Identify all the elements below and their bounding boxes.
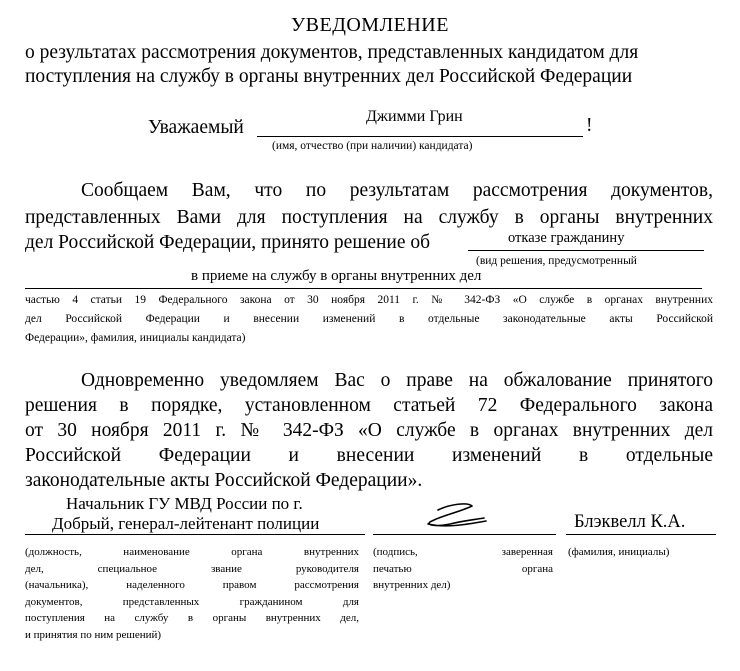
document-title: УВЕДОМЛЕНИЕ <box>291 14 449 36</box>
body-line-3: дел Российской Федерации, принято решение об <box>25 232 431 253</box>
name-caption-signatory: (фамилия, инициалы) <box>568 546 670 558</box>
signatory-underline <box>566 534 716 535</box>
appeal-line-4: Российской Федерации и внесении изменений в отдельные <box>25 445 713 466</box>
greeting-label: Уважаемый <box>148 117 244 138</box>
greeting-exclamation: ! <box>586 115 593 136</box>
body-line-1: Сообщаем Вам, что по результатам рассмотрения документов, <box>81 180 713 201</box>
official-caption <box>25 544 359 643</box>
body-line-2: представленных Вами для поступления на службу в органы внутренних <box>25 207 713 228</box>
official-caption-line: документов, представленных гражданином для <box>25 595 359 608</box>
signature-caption-line: внутренних дел) <box>373 579 451 591</box>
signature-caption-line: (подпись, заверенная <box>373 546 553 558</box>
official-caption-line: и принятия по ним решений) <box>25 628 162 641</box>
subtitle-line-1: о результатах рассмотрения документов, представленных кандидатом для <box>25 42 639 63</box>
decision-fill: отказе гражданину <box>508 230 625 246</box>
candidate-name: Джимми Грин <box>366 108 463 125</box>
decision-caption-line-1: частью 4 статьи 19 Федерального закона от 30 ноября 2011 г. № 342-ФЗ «О службе в органах внутренних <box>25 294 713 306</box>
subtitle-line-2: поступления на службу в органы внутренних дел Российской Федерации <box>25 66 633 87</box>
decision-caption-line-2: дел Российской Федерации и внесении изменений в отдельные законодательные акты Российской <box>25 313 713 325</box>
official-title-line-2: Добрый, генерал-лейтенант полиции <box>52 514 320 533</box>
appeal-line-1: Одновременно уведомляем Вас о праве на обжалование принятого <box>81 370 713 391</box>
name-caption: (имя, отчество (при наличии) кандидата) <box>272 140 473 152</box>
signature-caption-line: печатью органа <box>373 562 553 575</box>
official-caption-line: дел, специальное звание руководителя <box>25 562 359 575</box>
decision-caption-line-3: Федерации», фамилия, инициалы кандидата) <box>25 332 246 344</box>
official-caption-line: поступления на службу в органы внутренних дел, <box>25 612 359 624</box>
signatory-name: Блэквелл К.А. <box>574 512 686 532</box>
appeal-line-2: решения в порядке, установленном статьей 72 Федерального закона <box>25 395 713 416</box>
handwritten-signature <box>420 500 490 534</box>
decision-caption: (вид решения, предусмотренный <box>476 255 637 267</box>
signature-underline <box>373 534 556 535</box>
official-caption-line: (должность, наименование органа внутренних <box>25 546 359 558</box>
appeal-line-5: законодательные акты Российской Федерации». <box>25 470 423 491</box>
decision-fill-2: в приеме на службу в органы внутренних дел <box>191 268 482 284</box>
signature-caption <box>373 544 553 594</box>
official-title-line-1: Начальник ГУ МВД России по г. <box>66 494 303 513</box>
official-caption-line: (начальника), наделенного правом рассмотрения <box>25 579 359 591</box>
appeal-line-3: от 30 ноября 2011 г. № 342-ФЗ «О службе в органах внутренних дел <box>25 420 713 441</box>
